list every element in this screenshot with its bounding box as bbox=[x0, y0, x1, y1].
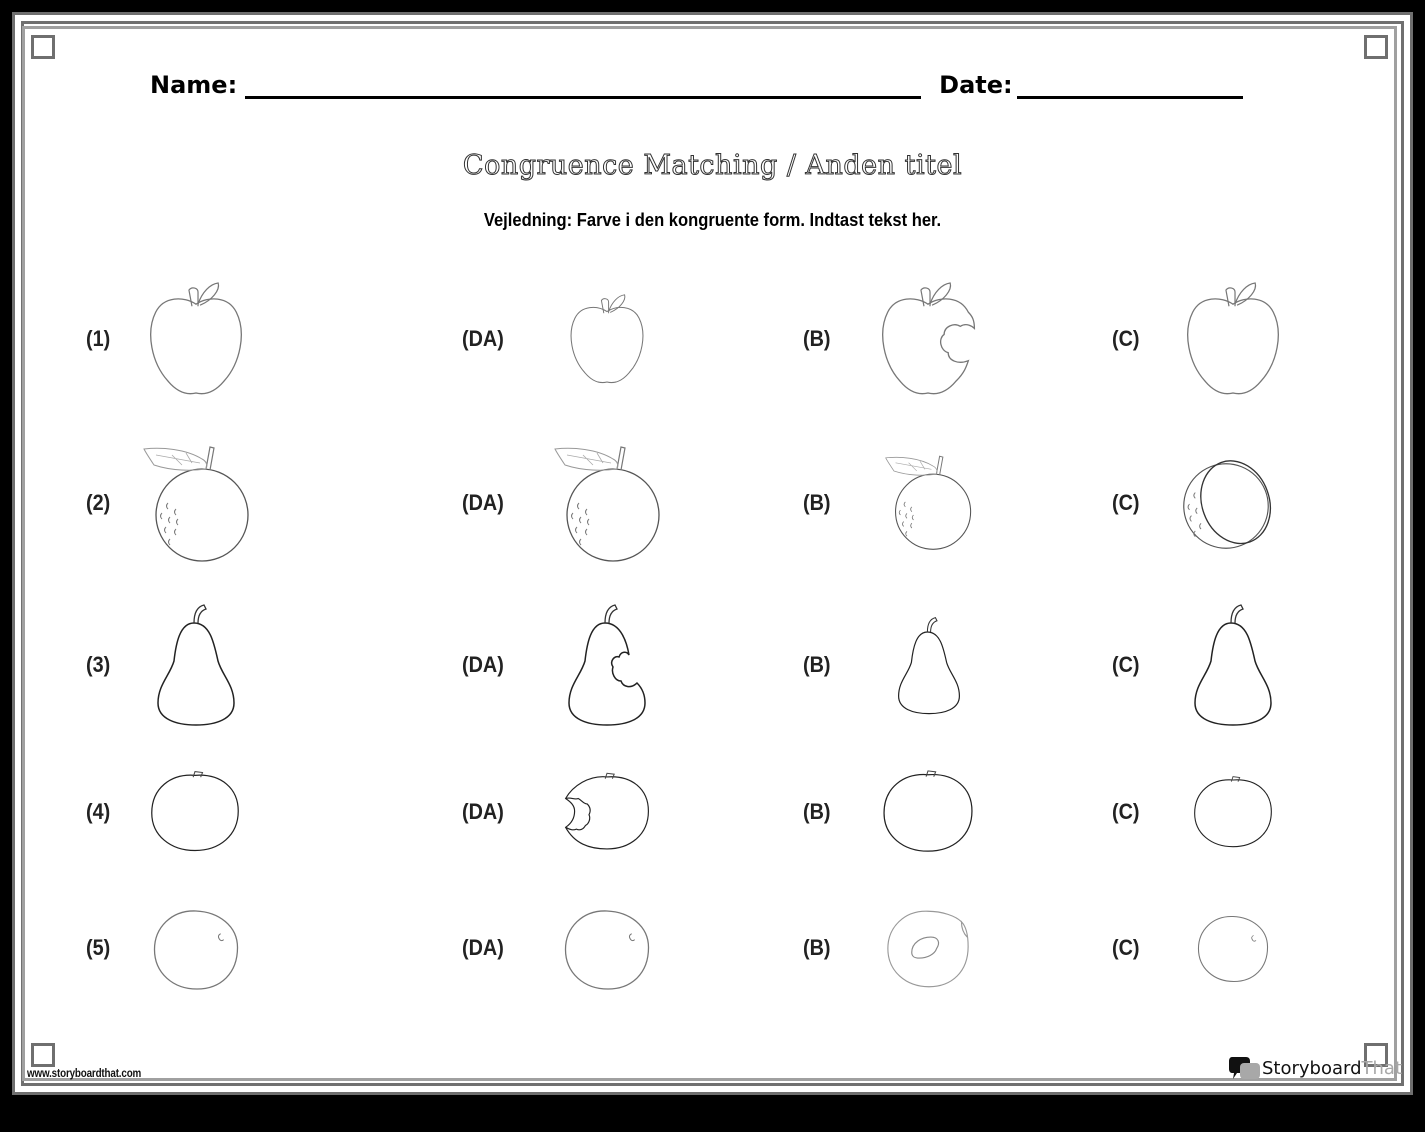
date-field-line[interactable] bbox=[1017, 70, 1243, 99]
option-da-row-5[interactable]: (DA) bbox=[462, 935, 504, 960]
option-da-row-3[interactable]: (DA) bbox=[462, 652, 504, 677]
pear-small-icon[interactable] bbox=[897, 616, 961, 716]
pear-icon bbox=[156, 603, 236, 728]
option-b-row-2[interactable]: (B) bbox=[803, 490, 831, 515]
tomato-icon bbox=[148, 769, 242, 855]
option-da-row-2[interactable]: (DA) bbox=[462, 490, 504, 515]
storyboardthat-url[interactable]: www.storyboardthat.com bbox=[27, 1066, 142, 1080]
storyboardthat-logo[interactable] bbox=[1228, 1055, 1402, 1081]
round-fruit-sliced-icon[interactable] bbox=[885, 908, 971, 990]
corner-square-top-right bbox=[1364, 35, 1388, 59]
option-b-row-3[interactable]: (B) bbox=[803, 652, 831, 677]
option-c-row-4[interactable]: (C) bbox=[1112, 799, 1140, 824]
option-c-row-3[interactable]: (C) bbox=[1112, 652, 1140, 677]
tomato-small-icon[interactable] bbox=[1191, 775, 1275, 850]
orange-small-icon[interactable] bbox=[884, 453, 974, 555]
brand-that: That bbox=[1361, 1057, 1403, 1079]
option-b-row-5[interactable]: (B) bbox=[803, 935, 831, 960]
row-number-3: (3) bbox=[86, 652, 111, 677]
pear-bitten-icon[interactable] bbox=[567, 603, 647, 728]
round-fruit-same-icon[interactable] bbox=[562, 908, 652, 992]
tomato-bitten-icon[interactable] bbox=[562, 771, 652, 853]
orange-half-icon[interactable] bbox=[1178, 458, 1274, 554]
option-c-row-2[interactable]: (C) bbox=[1112, 490, 1140, 515]
worksheet-instructions: Vejledning: Farve i den kongruente form. Indtast tekst her. bbox=[483, 210, 942, 230]
date-label: Date: bbox=[939, 71, 1013, 99]
round-fruit-icon bbox=[151, 908, 241, 992]
orange-icon bbox=[142, 443, 252, 568]
apple-small-icon[interactable] bbox=[566, 294, 648, 386]
apple-icon bbox=[144, 282, 248, 398]
option-c-row-5[interactable]: (C) bbox=[1112, 935, 1140, 960]
row-number-1: (1) bbox=[86, 326, 111, 351]
option-da-row-1[interactable]: (DA) bbox=[462, 326, 504, 351]
corner-square-bottom-left bbox=[31, 1043, 55, 1067]
option-da-row-4[interactable]: (DA) bbox=[462, 799, 504, 824]
brand-storyboard: Storyboard bbox=[1262, 1057, 1362, 1079]
orange-same-icon[interactable] bbox=[553, 443, 663, 568]
option-b-row-4[interactable]: (B) bbox=[803, 799, 831, 824]
corner-square-top-left bbox=[31, 35, 55, 59]
tomato-same-icon[interactable] bbox=[880, 769, 976, 855]
name-field-line[interactable] bbox=[245, 70, 921, 99]
apple-bitten-icon[interactable] bbox=[876, 282, 980, 398]
apple-same-icon[interactable] bbox=[1181, 282, 1285, 398]
pear-same-icon[interactable] bbox=[1193, 603, 1273, 728]
option-c-row-1[interactable]: (C) bbox=[1112, 326, 1140, 351]
speech-bubble-icon bbox=[1228, 1055, 1262, 1081]
row-number-5: (5) bbox=[86, 935, 111, 960]
worksheet-title: Congruence Matching / Anden titel bbox=[462, 150, 963, 181]
name-label: Name: bbox=[150, 71, 238, 99]
option-b-row-1[interactable]: (B) bbox=[803, 326, 831, 351]
name-date-header bbox=[150, 70, 1243, 99]
round-fruit-small-icon[interactable] bbox=[1196, 914, 1270, 984]
row-number-2: (2) bbox=[86, 490, 111, 515]
row-number-4: (4) bbox=[86, 799, 111, 824]
